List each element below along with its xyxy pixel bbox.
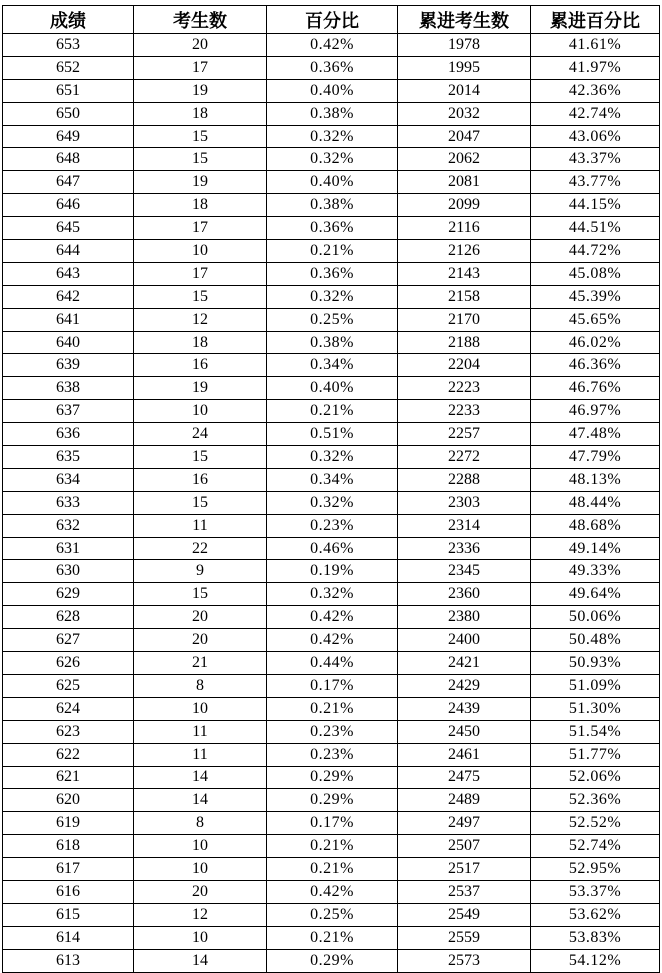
score-cell: 621 — [3, 766, 134, 789]
percentage-cell: 0.36% — [267, 262, 398, 285]
score-cell: 634 — [3, 468, 134, 491]
candidate-count-cell: 18 — [134, 331, 267, 354]
table-row — [3, 812, 660, 835]
percentage-cell: 0.36% — [267, 217, 398, 240]
cumulative-percentage-cell: 41.97% — [531, 56, 660, 79]
percentage-cell: 0.23% — [267, 720, 398, 743]
candidate-count-cell: 9 — [134, 560, 267, 583]
table-row — [3, 102, 660, 125]
table-row — [3, 308, 660, 331]
table-row — [3, 926, 660, 949]
cumulative-percentage-cell: 44.15% — [531, 194, 660, 217]
candidate-count-cell: 11 — [134, 514, 267, 537]
candidate-count-cell: 19 — [134, 377, 267, 400]
cumulative-percentage-cell: 52.95% — [531, 858, 660, 881]
score-cell: 614 — [3, 926, 134, 949]
score-cell: 630 — [3, 560, 134, 583]
cumulative-count-cell: 2573 — [398, 949, 531, 972]
table-row — [3, 629, 660, 652]
percentage-cell: 0.42% — [267, 34, 398, 57]
candidate-count-cell: 18 — [134, 102, 267, 125]
cumulative-count-cell: 2126 — [398, 240, 531, 263]
score-cell: 643 — [3, 262, 134, 285]
cumulative-count-cell: 2223 — [398, 377, 531, 400]
table-row — [3, 949, 660, 972]
percentage-cell: 0.40% — [267, 377, 398, 400]
score-cell: 626 — [3, 652, 134, 675]
table-row — [3, 697, 660, 720]
table-row — [3, 125, 660, 148]
score-cell: 618 — [3, 835, 134, 858]
table-row — [3, 537, 660, 560]
cumulative-percentage-cell: 51.09% — [531, 674, 660, 697]
cumulative-count-cell: 1995 — [398, 56, 531, 79]
candidate-count-cell: 17 — [134, 262, 267, 285]
table-row — [3, 148, 660, 171]
cumulative-percentage-cell: 53.37% — [531, 880, 660, 903]
cumulative-percentage-cell: 45.65% — [531, 308, 660, 331]
cumulative-percentage-cell: 53.83% — [531, 926, 660, 949]
cumulative-count-cell: 2336 — [398, 537, 531, 560]
table-row — [3, 674, 660, 697]
cumulative-percentage-cell: 43.37% — [531, 148, 660, 171]
percentage-cell: 0.17% — [267, 674, 398, 697]
score-distribution-table — [2, 5, 660, 973]
table-row — [3, 789, 660, 812]
candidate-count-cell: 20 — [134, 606, 267, 629]
cumulative-count-cell: 2314 — [398, 514, 531, 537]
percentage-cell: 0.25% — [267, 903, 398, 926]
percentage-cell: 0.34% — [267, 468, 398, 491]
candidate-count-cell: 22 — [134, 537, 267, 560]
table-row — [3, 400, 660, 423]
percentage-cell: 0.19% — [267, 560, 398, 583]
score-cell: 638 — [3, 377, 134, 400]
cumulative-percentage-cell: 54.12% — [531, 949, 660, 972]
cumulative-percentage-cell: 46.76% — [531, 377, 660, 400]
table-row — [3, 446, 660, 469]
score-cell: 632 — [3, 514, 134, 537]
score-cell: 616 — [3, 880, 134, 903]
table-row — [3, 858, 660, 881]
candidate-count-cell: 18 — [134, 194, 267, 217]
candidate-count-cell: 15 — [134, 491, 267, 514]
percentage-cell: 0.29% — [267, 789, 398, 812]
table-header-row — [3, 6, 660, 34]
percentage-cell: 0.21% — [267, 835, 398, 858]
header-cumulative-count: 累进考生数 — [398, 6, 531, 34]
score-cell: 646 — [3, 194, 134, 217]
table-row — [3, 285, 660, 308]
cumulative-count-cell: 2507 — [398, 835, 531, 858]
cumulative-percentage-cell: 41.61% — [531, 34, 660, 57]
candidate-count-cell: 12 — [134, 308, 267, 331]
candidate-count-cell: 14 — [134, 949, 267, 972]
score-cell: 639 — [3, 354, 134, 377]
cumulative-percentage-cell: 53.62% — [531, 903, 660, 926]
score-cell: 629 — [3, 583, 134, 606]
table-row — [3, 766, 660, 789]
cumulative-count-cell: 2170 — [398, 308, 531, 331]
candidate-count-cell: 14 — [134, 789, 267, 812]
cumulative-percentage-cell: 51.77% — [531, 743, 660, 766]
candidate-count-cell: 11 — [134, 720, 267, 743]
score-cell: 652 — [3, 56, 134, 79]
score-cell: 640 — [3, 331, 134, 354]
score-cell: 613 — [3, 949, 134, 972]
cumulative-percentage-cell: 46.97% — [531, 400, 660, 423]
cumulative-count-cell: 2461 — [398, 743, 531, 766]
candidate-count-cell: 17 — [134, 56, 267, 79]
cumulative-count-cell: 2272 — [398, 446, 531, 469]
cumulative-percentage-cell: 48.68% — [531, 514, 660, 537]
score-cell: 624 — [3, 697, 134, 720]
candidate-count-cell: 20 — [134, 34, 267, 57]
cumulative-count-cell: 2360 — [398, 583, 531, 606]
cumulative-percentage-cell: 46.02% — [531, 331, 660, 354]
cumulative-percentage-cell: 47.79% — [531, 446, 660, 469]
cumulative-percentage-cell: 49.33% — [531, 560, 660, 583]
score-table-container — [2, 5, 660, 973]
cumulative-count-cell: 2439 — [398, 697, 531, 720]
score-cell: 645 — [3, 217, 134, 240]
percentage-cell: 0.32% — [267, 285, 398, 308]
cumulative-count-cell: 2537 — [398, 880, 531, 903]
header-cumulative-percentage: 累进百分比 — [531, 6, 660, 34]
table-row — [3, 560, 660, 583]
percentage-cell: 0.32% — [267, 491, 398, 514]
cumulative-percentage-cell: 51.54% — [531, 720, 660, 743]
cumulative-count-cell: 2303 — [398, 491, 531, 514]
cumulative-count-cell: 2032 — [398, 102, 531, 125]
cumulative-percentage-cell: 46.36% — [531, 354, 660, 377]
percentage-cell: 0.32% — [267, 446, 398, 469]
cumulative-count-cell: 2517 — [398, 858, 531, 881]
table-row — [3, 720, 660, 743]
table-row — [3, 217, 660, 240]
cumulative-count-cell: 2158 — [398, 285, 531, 308]
candidate-count-cell: 12 — [134, 903, 267, 926]
candidate-count-cell: 15 — [134, 148, 267, 171]
table-row — [3, 606, 660, 629]
cumulative-count-cell: 2047 — [398, 125, 531, 148]
percentage-cell: 0.40% — [267, 171, 398, 194]
cumulative-count-cell: 2450 — [398, 720, 531, 743]
cumulative-count-cell: 2400 — [398, 629, 531, 652]
candidate-count-cell: 15 — [134, 446, 267, 469]
percentage-cell: 0.34% — [267, 354, 398, 377]
table-row — [3, 56, 660, 79]
score-cell: 625 — [3, 674, 134, 697]
candidate-count-cell: 8 — [134, 674, 267, 697]
score-cell: 615 — [3, 903, 134, 926]
cumulative-percentage-cell: 50.06% — [531, 606, 660, 629]
cumulative-percentage-cell: 42.74% — [531, 102, 660, 125]
header-score: 成绩 — [3, 6, 134, 34]
table-row — [3, 331, 660, 354]
cumulative-count-cell: 2429 — [398, 674, 531, 697]
score-cell: 622 — [3, 743, 134, 766]
candidate-count-cell: 10 — [134, 926, 267, 949]
percentage-cell: 0.38% — [267, 194, 398, 217]
candidate-count-cell: 21 — [134, 652, 267, 675]
cumulative-count-cell: 2497 — [398, 812, 531, 835]
score-cell: 631 — [3, 537, 134, 560]
percentage-cell: 0.32% — [267, 125, 398, 148]
candidate-count-cell: 19 — [134, 171, 267, 194]
candidate-count-cell: 15 — [134, 125, 267, 148]
cumulative-count-cell: 2116 — [398, 217, 531, 240]
cumulative-percentage-cell: 44.72% — [531, 240, 660, 263]
cumulative-percentage-cell: 43.77% — [531, 171, 660, 194]
candidate-count-cell: 16 — [134, 468, 267, 491]
percentage-cell: 0.38% — [267, 331, 398, 354]
table-row — [3, 194, 660, 217]
percentage-cell: 0.40% — [267, 79, 398, 102]
percentage-cell: 0.32% — [267, 583, 398, 606]
candidate-count-cell: 15 — [134, 285, 267, 308]
cumulative-percentage-cell: 48.13% — [531, 468, 660, 491]
header-percentage: 百分比 — [267, 6, 398, 34]
score-cell: 651 — [3, 79, 134, 102]
table-row — [3, 423, 660, 446]
table-row — [3, 468, 660, 491]
table-row — [3, 835, 660, 858]
candidate-count-cell: 10 — [134, 697, 267, 720]
table-row — [3, 354, 660, 377]
candidate-count-cell: 24 — [134, 423, 267, 446]
score-cell: 623 — [3, 720, 134, 743]
cumulative-count-cell: 2475 — [398, 766, 531, 789]
score-cell: 635 — [3, 446, 134, 469]
cumulative-count-cell: 2014 — [398, 79, 531, 102]
cumulative-percentage-cell: 52.52% — [531, 812, 660, 835]
score-cell: 633 — [3, 491, 134, 514]
candidate-count-cell: 17 — [134, 217, 267, 240]
table-row — [3, 79, 660, 102]
candidate-count-cell: 10 — [134, 400, 267, 423]
score-cell: 647 — [3, 171, 134, 194]
table-row — [3, 743, 660, 766]
score-cell: 619 — [3, 812, 134, 835]
cumulative-percentage-cell: 49.14% — [531, 537, 660, 560]
table-row — [3, 880, 660, 903]
cumulative-percentage-cell: 52.36% — [531, 789, 660, 812]
cumulative-percentage-cell: 47.48% — [531, 423, 660, 446]
percentage-cell: 0.21% — [267, 926, 398, 949]
score-cell: 644 — [3, 240, 134, 263]
cumulative-percentage-cell: 50.93% — [531, 652, 660, 675]
cumulative-count-cell: 2233 — [398, 400, 531, 423]
percentage-cell: 0.23% — [267, 743, 398, 766]
score-cell: 642 — [3, 285, 134, 308]
table-row — [3, 240, 660, 263]
cumulative-count-cell: 2062 — [398, 148, 531, 171]
candidate-count-cell: 20 — [134, 880, 267, 903]
table-row — [3, 903, 660, 926]
percentage-cell: 0.17% — [267, 812, 398, 835]
percentage-cell: 0.23% — [267, 514, 398, 537]
candidate-count-cell: 15 — [134, 583, 267, 606]
percentage-cell: 0.21% — [267, 400, 398, 423]
cumulative-count-cell: 2489 — [398, 789, 531, 812]
cumulative-percentage-cell: 44.51% — [531, 217, 660, 240]
cumulative-count-cell: 2143 — [398, 262, 531, 285]
cumulative-percentage-cell: 51.30% — [531, 697, 660, 720]
score-cell: 628 — [3, 606, 134, 629]
table-row — [3, 262, 660, 285]
table-row — [3, 171, 660, 194]
score-cell: 641 — [3, 308, 134, 331]
percentage-cell: 0.42% — [267, 880, 398, 903]
candidate-count-cell: 11 — [134, 743, 267, 766]
cumulative-count-cell: 2188 — [398, 331, 531, 354]
table-row — [3, 34, 660, 57]
candidate-count-cell: 8 — [134, 812, 267, 835]
percentage-cell: 0.29% — [267, 766, 398, 789]
cumulative-percentage-cell: 50.48% — [531, 629, 660, 652]
cumulative-count-cell: 2099 — [398, 194, 531, 217]
percentage-cell: 0.21% — [267, 697, 398, 720]
cumulative-percentage-cell: 43.06% — [531, 125, 660, 148]
score-cell: 648 — [3, 148, 134, 171]
score-cell: 637 — [3, 400, 134, 423]
score-cell: 650 — [3, 102, 134, 125]
table-row — [3, 491, 660, 514]
cumulative-percentage-cell: 48.44% — [531, 491, 660, 514]
percentage-cell: 0.29% — [267, 949, 398, 972]
percentage-cell: 0.25% — [267, 308, 398, 331]
cumulative-count-cell: 2257 — [398, 423, 531, 446]
score-cell: 636 — [3, 423, 134, 446]
cumulative-percentage-cell: 45.08% — [531, 262, 660, 285]
table-row — [3, 377, 660, 400]
cumulative-percentage-cell: 42.36% — [531, 79, 660, 102]
cumulative-count-cell: 1978 — [398, 34, 531, 57]
percentage-cell: 0.21% — [267, 240, 398, 263]
candidate-count-cell: 14 — [134, 766, 267, 789]
cumulative-percentage-cell: 49.64% — [531, 583, 660, 606]
candidate-count-cell: 20 — [134, 629, 267, 652]
header-candidate-count: 考生数 — [134, 6, 267, 34]
cumulative-count-cell: 2421 — [398, 652, 531, 675]
cumulative-count-cell: 2380 — [398, 606, 531, 629]
candidate-count-cell: 16 — [134, 354, 267, 377]
table-row — [3, 514, 660, 537]
score-cell: 627 — [3, 629, 134, 652]
cumulative-count-cell: 2288 — [398, 468, 531, 491]
percentage-cell: 0.38% — [267, 102, 398, 125]
candidate-count-cell: 19 — [134, 79, 267, 102]
candidate-count-cell: 10 — [134, 835, 267, 858]
percentage-cell: 0.42% — [267, 606, 398, 629]
percentage-cell: 0.42% — [267, 629, 398, 652]
table-row — [3, 652, 660, 675]
cumulative-count-cell: 2549 — [398, 903, 531, 926]
score-cell: 653 — [3, 34, 134, 57]
table-body — [3, 34, 660, 973]
table-row — [3, 583, 660, 606]
percentage-cell: 0.51% — [267, 423, 398, 446]
candidate-count-cell: 10 — [134, 240, 267, 263]
candidate-count-cell: 10 — [134, 858, 267, 881]
percentage-cell: 0.21% — [267, 858, 398, 881]
percentage-cell: 0.32% — [267, 148, 398, 171]
score-cell: 649 — [3, 125, 134, 148]
score-cell: 620 — [3, 789, 134, 812]
cumulative-percentage-cell: 52.74% — [531, 835, 660, 858]
cumulative-count-cell: 2345 — [398, 560, 531, 583]
cumulative-percentage-cell: 52.06% — [531, 766, 660, 789]
cumulative-count-cell: 2204 — [398, 354, 531, 377]
cumulative-count-cell: 2081 — [398, 171, 531, 194]
percentage-cell: 0.44% — [267, 652, 398, 675]
percentage-cell: 0.46% — [267, 537, 398, 560]
cumulative-percentage-cell: 45.39% — [531, 285, 660, 308]
cumulative-count-cell: 2559 — [398, 926, 531, 949]
percentage-cell: 0.36% — [267, 56, 398, 79]
score-cell: 617 — [3, 858, 134, 881]
